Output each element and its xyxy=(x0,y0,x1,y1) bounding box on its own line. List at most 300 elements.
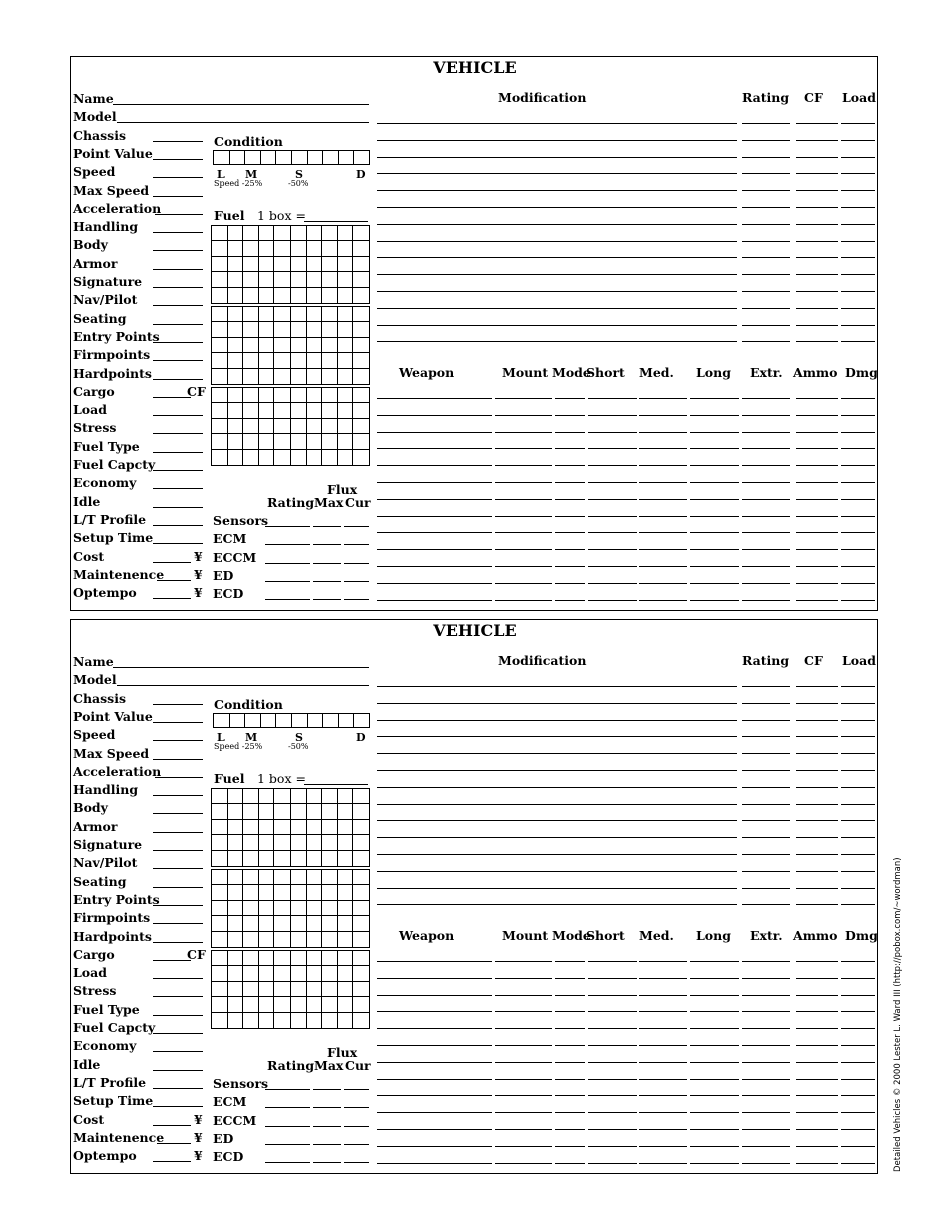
fuel-box[interactable] xyxy=(259,257,275,272)
flux-cur-field[interactable] xyxy=(344,1089,369,1090)
mod-cell[interactable] xyxy=(742,804,790,805)
stat-field-cost[interactable] xyxy=(153,562,191,563)
weapon-cell[interactable] xyxy=(639,1129,687,1130)
mod-cell[interactable] xyxy=(742,325,790,326)
weapon-cell[interactable] xyxy=(742,1062,790,1063)
stat-field-point-value[interactable] xyxy=(153,159,203,160)
fuel-box[interactable] xyxy=(243,241,259,256)
stat-field-signature[interactable] xyxy=(153,850,203,851)
weapon-cell[interactable] xyxy=(796,398,838,399)
weapon-cell[interactable] xyxy=(639,600,687,601)
weapon-cell[interactable] xyxy=(495,465,552,466)
stat-field-model[interactable] xyxy=(117,122,369,123)
fuel-box[interactable] xyxy=(212,226,228,241)
mod-cell[interactable] xyxy=(377,224,737,225)
weapon-cell[interactable] xyxy=(742,448,790,449)
weapon-cell[interactable] xyxy=(690,516,739,517)
stat-field-fuel-capcty[interactable] xyxy=(153,1033,203,1034)
fuel-box-value-field[interactable] xyxy=(304,784,368,785)
fuel-box[interactable] xyxy=(212,885,228,900)
weapon-cell[interactable] xyxy=(555,415,585,416)
flux-max-field[interactable] xyxy=(313,599,341,600)
fuel-box[interactable] xyxy=(353,835,369,850)
stat-field-armor[interactable] xyxy=(153,832,203,833)
weapon-cell[interactable] xyxy=(377,1011,492,1012)
fuel-box[interactable] xyxy=(291,369,307,384)
weapon-cell[interactable] xyxy=(690,1146,739,1147)
fuel-box[interactable] xyxy=(322,403,338,418)
fuel-box[interactable] xyxy=(259,966,275,981)
fuel-box[interactable] xyxy=(353,307,369,322)
weapon-cell[interactable] xyxy=(377,583,492,584)
mod-cell[interactable] xyxy=(796,686,838,687)
stat-field-seating[interactable] xyxy=(153,887,203,888)
stat-field-hardpoints[interactable] xyxy=(153,942,203,943)
weapon-cell[interactable] xyxy=(639,516,687,517)
weapon-cell[interactable] xyxy=(377,1146,492,1147)
fuel-box[interactable] xyxy=(307,322,323,337)
fuel-box[interactable] xyxy=(338,434,354,449)
weapon-cell[interactable] xyxy=(639,532,687,533)
weapon-cell[interactable] xyxy=(742,499,790,500)
weapon-cell[interactable] xyxy=(742,1112,790,1113)
weapon-cell[interactable] xyxy=(742,1163,790,1164)
fuel-box[interactable] xyxy=(291,789,307,804)
mod-cell[interactable] xyxy=(377,157,737,158)
fuel-box[interactable] xyxy=(291,388,307,403)
fuel-box[interactable] xyxy=(228,820,244,835)
mod-cell[interactable] xyxy=(742,720,790,721)
weapon-cell[interactable] xyxy=(555,566,585,567)
stat-field-signature[interactable] xyxy=(153,287,203,288)
weapon-cell[interactable] xyxy=(639,1011,687,1012)
stat-field-name[interactable] xyxy=(113,104,369,105)
stat-field-l-t-profile[interactable] xyxy=(153,1088,203,1089)
weapon-cell[interactable] xyxy=(796,549,838,550)
weapon-cell[interactable] xyxy=(841,516,875,517)
fuel-box[interactable] xyxy=(291,916,307,931)
stat-field-setup-time[interactable] xyxy=(153,543,203,544)
sensor-rating-field[interactable] xyxy=(265,1107,310,1108)
fuel-box[interactable] xyxy=(274,804,290,819)
fuel-box[interactable] xyxy=(307,820,323,835)
weapon-cell[interactable] xyxy=(841,482,875,483)
condition-box[interactable] xyxy=(261,714,277,727)
fuel-box[interactable] xyxy=(338,916,354,931)
condition-box[interactable] xyxy=(323,151,339,164)
weapon-cell[interactable] xyxy=(841,1095,875,1096)
flux-max-field[interactable] xyxy=(313,581,341,582)
fuel-box[interactable] xyxy=(322,419,338,434)
fuel-box[interactable] xyxy=(338,226,354,241)
fuel-box[interactable] xyxy=(307,851,323,866)
condition-box[interactable] xyxy=(292,714,308,727)
fuel-box[interactable] xyxy=(274,951,290,966)
fuel-box[interactable] xyxy=(291,403,307,418)
weapon-cell[interactable] xyxy=(796,1095,838,1096)
fuel-box[interactable] xyxy=(228,1013,244,1028)
weapon-cell[interactable] xyxy=(639,583,687,584)
fuel-box[interactable] xyxy=(259,916,275,931)
fuel-grid-block[interactable] xyxy=(211,869,291,948)
weapon-cell[interactable] xyxy=(555,1062,585,1063)
fuel-box[interactable] xyxy=(228,353,244,368)
mod-cell[interactable] xyxy=(796,854,838,855)
fuel-box[interactable] xyxy=(338,804,354,819)
weapon-cell[interactable] xyxy=(690,1163,739,1164)
fuel-box[interactable] xyxy=(259,901,275,916)
stat-field-nav-pilot[interactable] xyxy=(153,305,203,306)
weapon-cell[interactable] xyxy=(495,566,552,567)
fuel-box[interactable] xyxy=(212,241,228,256)
weapon-cell[interactable] xyxy=(690,499,739,500)
weapon-cell[interactable] xyxy=(555,516,585,517)
weapon-cell[interactable] xyxy=(639,432,687,433)
stat-field-handling[interactable] xyxy=(153,795,203,796)
stat-field-fuel-capcty[interactable] xyxy=(153,470,203,471)
condition-track[interactable] xyxy=(213,150,370,165)
mod-cell[interactable] xyxy=(841,291,875,292)
mod-cell[interactable] xyxy=(841,770,875,771)
fuel-box[interactable] xyxy=(243,257,259,272)
stat-field-optempo[interactable] xyxy=(153,598,191,599)
weapon-cell[interactable] xyxy=(588,448,637,449)
mod-cell[interactable] xyxy=(841,736,875,737)
mod-cell[interactable] xyxy=(841,123,875,124)
stat-field-body[interactable] xyxy=(153,813,203,814)
fuel-box[interactable] xyxy=(291,901,307,916)
condition-box[interactable] xyxy=(261,151,277,164)
mod-cell[interactable] xyxy=(796,140,838,141)
fuel-box[interactable] xyxy=(353,851,369,866)
stat-field-fuel-type[interactable] xyxy=(153,1015,203,1016)
fuel-box[interactable] xyxy=(228,789,244,804)
fuel-box-value-field[interactable] xyxy=(304,221,368,222)
mod-cell[interactable] xyxy=(742,224,790,225)
weapon-cell[interactable] xyxy=(555,499,585,500)
weapon-cell[interactable] xyxy=(639,1146,687,1147)
weapon-cell[interactable] xyxy=(841,415,875,416)
weapon-cell[interactable] xyxy=(841,978,875,979)
weapon-cell[interactable] xyxy=(588,482,637,483)
weapon-cell[interactable] xyxy=(796,432,838,433)
weapon-cell[interactable] xyxy=(841,1062,875,1063)
weapon-cell[interactable] xyxy=(690,482,739,483)
weapon-cell[interactable] xyxy=(796,1129,838,1130)
fuel-box[interactable] xyxy=(338,307,354,322)
condition-box[interactable] xyxy=(230,151,246,164)
flux-cur-field[interactable] xyxy=(344,599,369,600)
fuel-box[interactable] xyxy=(291,870,307,885)
fuel-box[interactable] xyxy=(274,966,290,981)
weapon-cell[interactable] xyxy=(555,583,585,584)
fuel-box[interactable] xyxy=(243,322,259,337)
fuel-box[interactable] xyxy=(243,450,259,465)
stat-field-load[interactable] xyxy=(153,978,203,979)
weapon-cell[interactable] xyxy=(742,978,790,979)
mod-cell[interactable] xyxy=(796,241,838,242)
fuel-box[interactable] xyxy=(307,307,323,322)
mod-cell[interactable] xyxy=(377,341,737,342)
weapon-cell[interactable] xyxy=(841,566,875,567)
stat-field-point-value[interactable] xyxy=(153,722,203,723)
weapon-cell[interactable] xyxy=(690,432,739,433)
fuel-box[interactable] xyxy=(353,419,369,434)
fuel-box[interactable] xyxy=(274,226,290,241)
fuel-box[interactable] xyxy=(212,434,228,449)
mod-cell[interactable] xyxy=(841,173,875,174)
mod-cell[interactable] xyxy=(796,871,838,872)
fuel-box[interactable] xyxy=(212,870,228,885)
fuel-box[interactable] xyxy=(353,820,369,835)
weapon-cell[interactable] xyxy=(841,1112,875,1113)
fuel-box[interactable] xyxy=(228,272,244,287)
stat-field-entry-points[interactable] xyxy=(153,905,203,906)
mod-cell[interactable] xyxy=(377,274,737,275)
fuel-box[interactable] xyxy=(274,997,290,1012)
fuel-box[interactable] xyxy=(338,369,354,384)
fuel-box[interactable] xyxy=(274,820,290,835)
weapon-cell[interactable] xyxy=(639,1028,687,1029)
fuel-box[interactable] xyxy=(322,257,338,272)
stat-field-cost[interactable] xyxy=(153,1125,191,1126)
weapon-cell[interactable] xyxy=(796,1112,838,1113)
weapon-cell[interactable] xyxy=(588,415,637,416)
stat-field-l-t-profile[interactable] xyxy=(153,525,203,526)
fuel-box[interactable] xyxy=(212,388,228,403)
mod-cell[interactable] xyxy=(796,703,838,704)
weapon-cell[interactable] xyxy=(742,1011,790,1012)
fuel-box[interactable] xyxy=(338,322,354,337)
weapon-cell[interactable] xyxy=(690,1129,739,1130)
fuel-box[interactable] xyxy=(307,1013,323,1028)
weapon-cell[interactable] xyxy=(377,465,492,466)
fuel-box[interactable] xyxy=(259,870,275,885)
stat-field-nav-pilot[interactable] xyxy=(153,868,203,869)
stat-field-firmpoints[interactable] xyxy=(153,360,203,361)
fuel-box[interactable] xyxy=(322,835,338,850)
mod-cell[interactable] xyxy=(796,888,838,889)
fuel-box[interactable] xyxy=(322,322,338,337)
fuel-box[interactable] xyxy=(228,951,244,966)
mod-cell[interactable] xyxy=(742,753,790,754)
weapon-cell[interactable] xyxy=(377,1062,492,1063)
stat-field-seating[interactable] xyxy=(153,324,203,325)
fuel-box[interactable] xyxy=(274,916,290,931)
fuel-box[interactable] xyxy=(338,288,354,303)
mod-cell[interactable] xyxy=(796,123,838,124)
fuel-box[interactable] xyxy=(353,951,369,966)
fuel-box[interactable] xyxy=(322,307,338,322)
fuel-box[interactable] xyxy=(307,419,323,434)
weapon-cell[interactable] xyxy=(588,961,637,962)
fuel-box[interactable] xyxy=(212,338,228,353)
fuel-box[interactable] xyxy=(291,982,307,997)
fuel-box[interactable] xyxy=(322,870,338,885)
fuel-box[interactable] xyxy=(243,789,259,804)
fuel-box[interactable] xyxy=(338,932,354,947)
mod-cell[interactable] xyxy=(796,736,838,737)
weapon-cell[interactable] xyxy=(742,415,790,416)
mod-cell[interactable] xyxy=(796,224,838,225)
weapon-cell[interactable] xyxy=(796,1079,838,1080)
fuel-box[interactable] xyxy=(212,851,228,866)
fuel-box[interactable] xyxy=(228,241,244,256)
stat-field-stress[interactable] xyxy=(153,433,203,434)
fuel-box[interactable] xyxy=(274,419,290,434)
weapon-cell[interactable] xyxy=(495,549,552,550)
weapon-cell[interactable] xyxy=(555,398,585,399)
fuel-box[interactable] xyxy=(243,804,259,819)
fuel-box[interactable] xyxy=(291,966,307,981)
weapon-cell[interactable] xyxy=(555,532,585,533)
fuel-box[interactable] xyxy=(322,450,338,465)
weapon-cell[interactable] xyxy=(588,516,637,517)
fuel-box[interactable] xyxy=(228,804,244,819)
weapon-cell[interactable] xyxy=(377,432,492,433)
weapon-cell[interactable] xyxy=(841,1163,875,1164)
mod-cell[interactable] xyxy=(841,804,875,805)
mod-cell[interactable] xyxy=(377,140,737,141)
fuel-box[interactable] xyxy=(274,257,290,272)
fuel-box[interactable] xyxy=(228,916,244,931)
weapon-cell[interactable] xyxy=(377,532,492,533)
fuel-box[interactable] xyxy=(307,338,323,353)
fuel-box[interactable] xyxy=(259,288,275,303)
fuel-box[interactable] xyxy=(322,932,338,947)
fuel-box[interactable] xyxy=(274,835,290,850)
fuel-box[interactable] xyxy=(322,916,338,931)
flux-cur-field[interactable] xyxy=(344,581,369,582)
mod-cell[interactable] xyxy=(841,720,875,721)
fuel-box[interactable] xyxy=(307,966,323,981)
weapon-cell[interactable] xyxy=(377,482,492,483)
fuel-box[interactable] xyxy=(274,901,290,916)
fuel-box[interactable] xyxy=(259,997,275,1012)
weapon-cell[interactable] xyxy=(742,961,790,962)
weapon-cell[interactable] xyxy=(841,600,875,601)
fuel-box[interactable] xyxy=(322,241,338,256)
weapon-cell[interactable] xyxy=(796,532,838,533)
weapon-cell[interactable] xyxy=(555,600,585,601)
condition-box[interactable] xyxy=(276,151,292,164)
weapon-cell[interactable] xyxy=(690,549,739,550)
weapon-cell[interactable] xyxy=(588,1079,637,1080)
mod-cell[interactable] xyxy=(377,123,737,124)
weapon-cell[interactable] xyxy=(841,995,875,996)
mod-cell[interactable] xyxy=(796,720,838,721)
fuel-box[interactable] xyxy=(243,434,259,449)
mod-cell[interactable] xyxy=(742,820,790,821)
weapon-cell[interactable] xyxy=(796,1011,838,1012)
weapon-cell[interactable] xyxy=(841,499,875,500)
weapon-cell[interactable] xyxy=(690,465,739,466)
fuel-box[interactable] xyxy=(259,419,275,434)
mod-cell[interactable] xyxy=(742,770,790,771)
weapon-cell[interactable] xyxy=(796,1045,838,1046)
weapon-cell[interactable] xyxy=(555,1112,585,1113)
fuel-box[interactable] xyxy=(243,835,259,850)
weapon-cell[interactable] xyxy=(841,448,875,449)
weapon-cell[interactable] xyxy=(639,465,687,466)
weapon-cell[interactable] xyxy=(555,995,585,996)
sensor-rating-field[interactable] xyxy=(265,1144,310,1145)
condition-box[interactable] xyxy=(292,151,308,164)
weapon-cell[interactable] xyxy=(690,1079,739,1080)
weapon-cell[interactable] xyxy=(588,1146,637,1147)
fuel-box[interactable] xyxy=(307,369,323,384)
mod-cell[interactable] xyxy=(377,871,737,872)
stat-field-cargo[interactable] xyxy=(153,397,191,398)
stat-field-load[interactable] xyxy=(153,415,203,416)
fuel-box[interactable] xyxy=(338,885,354,900)
fuel-grid-block[interactable] xyxy=(290,869,370,948)
fuel-box[interactable] xyxy=(212,403,228,418)
weapon-cell[interactable] xyxy=(796,583,838,584)
flux-max-field[interactable] xyxy=(313,563,341,564)
weapon-cell[interactable] xyxy=(495,1095,552,1096)
weapon-cell[interactable] xyxy=(495,499,552,500)
fuel-grid-block[interactable] xyxy=(290,950,370,1029)
weapon-cell[interactable] xyxy=(495,1146,552,1147)
weapon-cell[interactable] xyxy=(639,1079,687,1080)
weapon-cell[interactable] xyxy=(639,1062,687,1063)
fuel-box[interactable] xyxy=(291,835,307,850)
weapon-cell[interactable] xyxy=(690,1112,739,1113)
weapon-cell[interactable] xyxy=(495,995,552,996)
weapon-cell[interactable] xyxy=(377,398,492,399)
weapon-cell[interactable] xyxy=(588,398,637,399)
sensor-rating-field[interactable] xyxy=(265,526,310,527)
weapon-cell[interactable] xyxy=(742,1129,790,1130)
weapon-cell[interactable] xyxy=(377,1095,492,1096)
fuel-box[interactable] xyxy=(353,932,369,947)
mod-cell[interactable] xyxy=(377,720,737,721)
weapon-cell[interactable] xyxy=(555,448,585,449)
flux-cur-field[interactable] xyxy=(344,1144,369,1145)
weapon-cell[interactable] xyxy=(690,1028,739,1029)
weapon-cell[interactable] xyxy=(588,1163,637,1164)
fuel-box[interactable] xyxy=(243,916,259,931)
fuel-box[interactable] xyxy=(243,353,259,368)
fuel-box[interactable] xyxy=(322,901,338,916)
fuel-box[interactable] xyxy=(322,1013,338,1028)
weapon-cell[interactable] xyxy=(377,499,492,500)
fuel-box[interactable] xyxy=(243,932,259,947)
fuel-box[interactable] xyxy=(259,804,275,819)
weapon-cell[interactable] xyxy=(690,1062,739,1063)
fuel-box[interactable] xyxy=(338,835,354,850)
stat-field-acceleration[interactable] xyxy=(155,214,203,215)
weapon-cell[interactable] xyxy=(377,995,492,996)
stat-field-speed[interactable] xyxy=(153,740,203,741)
flux-max-field[interactable] xyxy=(313,544,341,545)
fuel-box[interactable] xyxy=(243,851,259,866)
fuel-box[interactable] xyxy=(307,982,323,997)
mod-cell[interactable] xyxy=(742,871,790,872)
weapon-cell[interactable] xyxy=(742,995,790,996)
weapon-cell[interactable] xyxy=(377,1028,492,1029)
fuel-box[interactable] xyxy=(338,419,354,434)
fuel-box[interactable] xyxy=(338,789,354,804)
mod-cell[interactable] xyxy=(841,854,875,855)
fuel-box[interactable] xyxy=(322,369,338,384)
fuel-box[interactable] xyxy=(259,434,275,449)
weapon-cell[interactable] xyxy=(555,1163,585,1164)
mod-cell[interactable] xyxy=(841,224,875,225)
weapon-cell[interactable] xyxy=(690,1045,739,1046)
sensor-rating-field[interactable] xyxy=(265,581,310,582)
